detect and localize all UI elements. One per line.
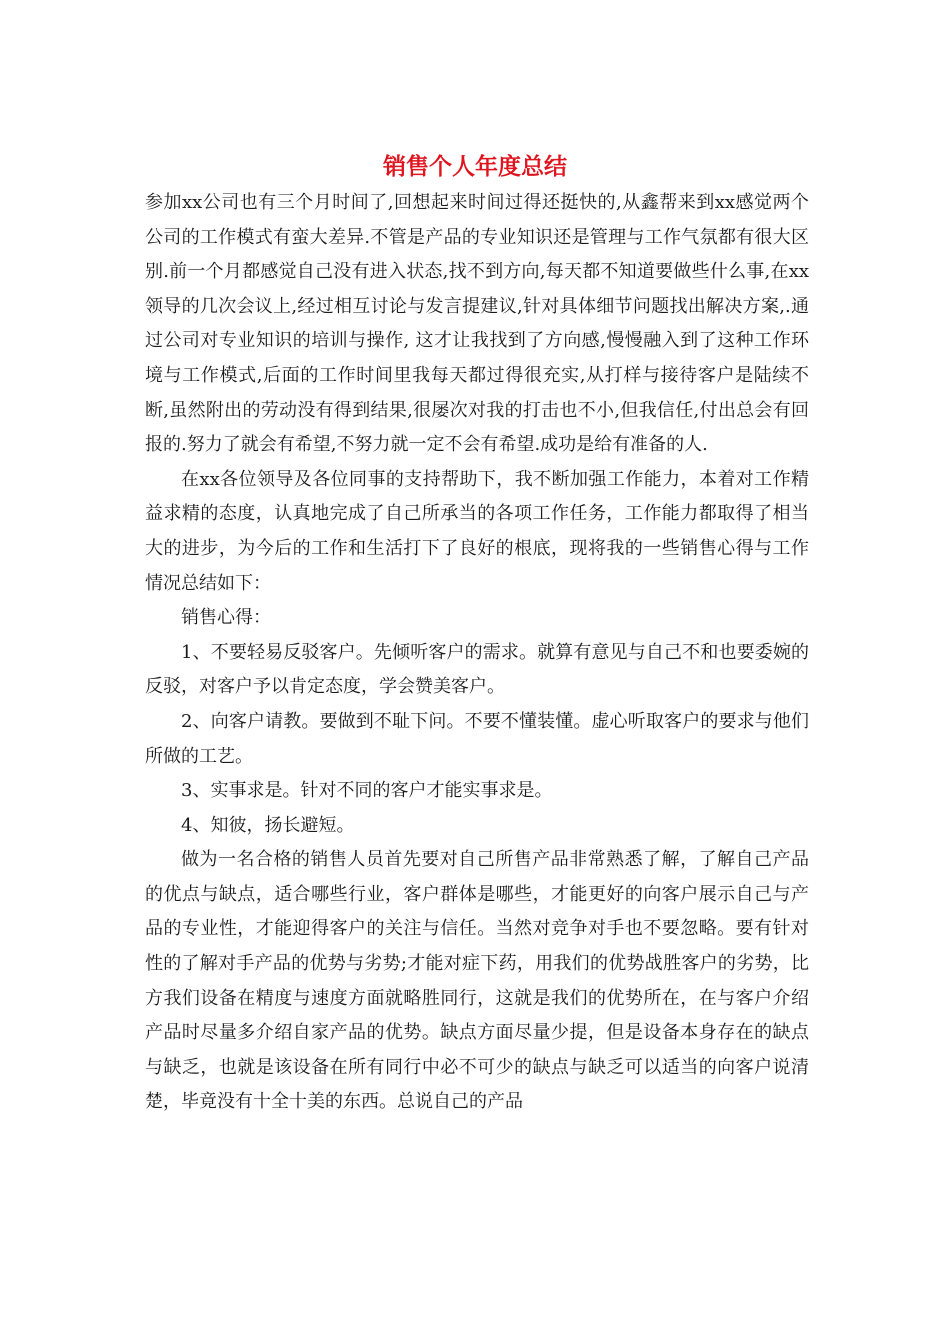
document-title: 销售个人年度总结: [383, 153, 567, 180]
paragraph-product-knowledge: 做为一名合格的销售人员首先要对自己所售产品非常熟悉了解，了解自己产品的优点与缺点，适合哪些行业，客户群体是哪些，才能更好的向客户展示自己与产品的专业性，才能迎得客户的关注与信任。当然对竞争对手也不要忽略。要有针对性的了解对手产品的优势与劣势;才能对症下药，用我们的优势战胜客户的劣势，比方我们设备在精度与速度方面就略胜同行，这就是我们的优势所在，在与客户介绍产品时尽量多介绍自家产品的优势。缺点方面尽量少提，但是设备本身存在的缺点与缺乏，也就是该设备在所有同行中必不可少的缺点与缺乏可以适当的向客户说清楚，毕竟没有十全十美的东西。总说自己的产品: [145, 849, 809, 1113]
list-item-1: 1、不要轻易反驳客户。先倾听客户的需求。就算有意见与自己不和也要委婉的反驳，对客户予以肯定态度，学会赞美客户。: [145, 641, 809, 698]
list-item-3: 3、实事求是。针对不同的客户才能实事求是。: [181, 780, 553, 802]
paragraph-intro: 参加xx公司也有三个月时间了,回想起来时间过得还挺快的,从鑫帮来到xx感觉两个公司的工作模式有蛮大差异.不管是产品的专业知识还是管理与工作气氛都有很大区别.前一个月都感觉自己没有进入状态,找不到方向,每天都不知道要做些什么事,在xx领导的几次会议上,经过相互讨论与发言提建议,针对具体细节问题找出解决方案,.通过公司对专业知识的培训与操作, 这才让我找到了方向感,慢慢融入到了这种工作环境与工作模式,后面的工作时间里我每天都过得很充实,从打样与接待客户是陆续不断,虽然附出的劳动没有得到结果,很屡次对我的打击也不小,但我信任,付出总会有回报的.努力了就会有希望,不努力就一定不会有希望.成功是给有准备的人.: [145, 192, 809, 456]
list-item-4: 4、知彼，扬长避短。: [181, 814, 355, 836]
paragraph-support: 在xx各位领导及各位同事的支持帮助下，我不断加强工作能力，本着对工作精益求精的态度，认真地完成了自己所承当的各项工作任务，工作能力都取得了相当大的进步，为今后的工作和生活打下了良好的根底，现将我的一些销售心得与工作情况总结如下：: [145, 468, 809, 594]
document-body: [145, 186, 809, 1120]
section-heading-sales-insights: 销售心得：: [181, 607, 271, 629]
list-item-2: 2、向客户请教。要做到不耻下问。不要不懂装懂。虚心听取客户的要求与他们所做的工艺。: [145, 710, 809, 767]
